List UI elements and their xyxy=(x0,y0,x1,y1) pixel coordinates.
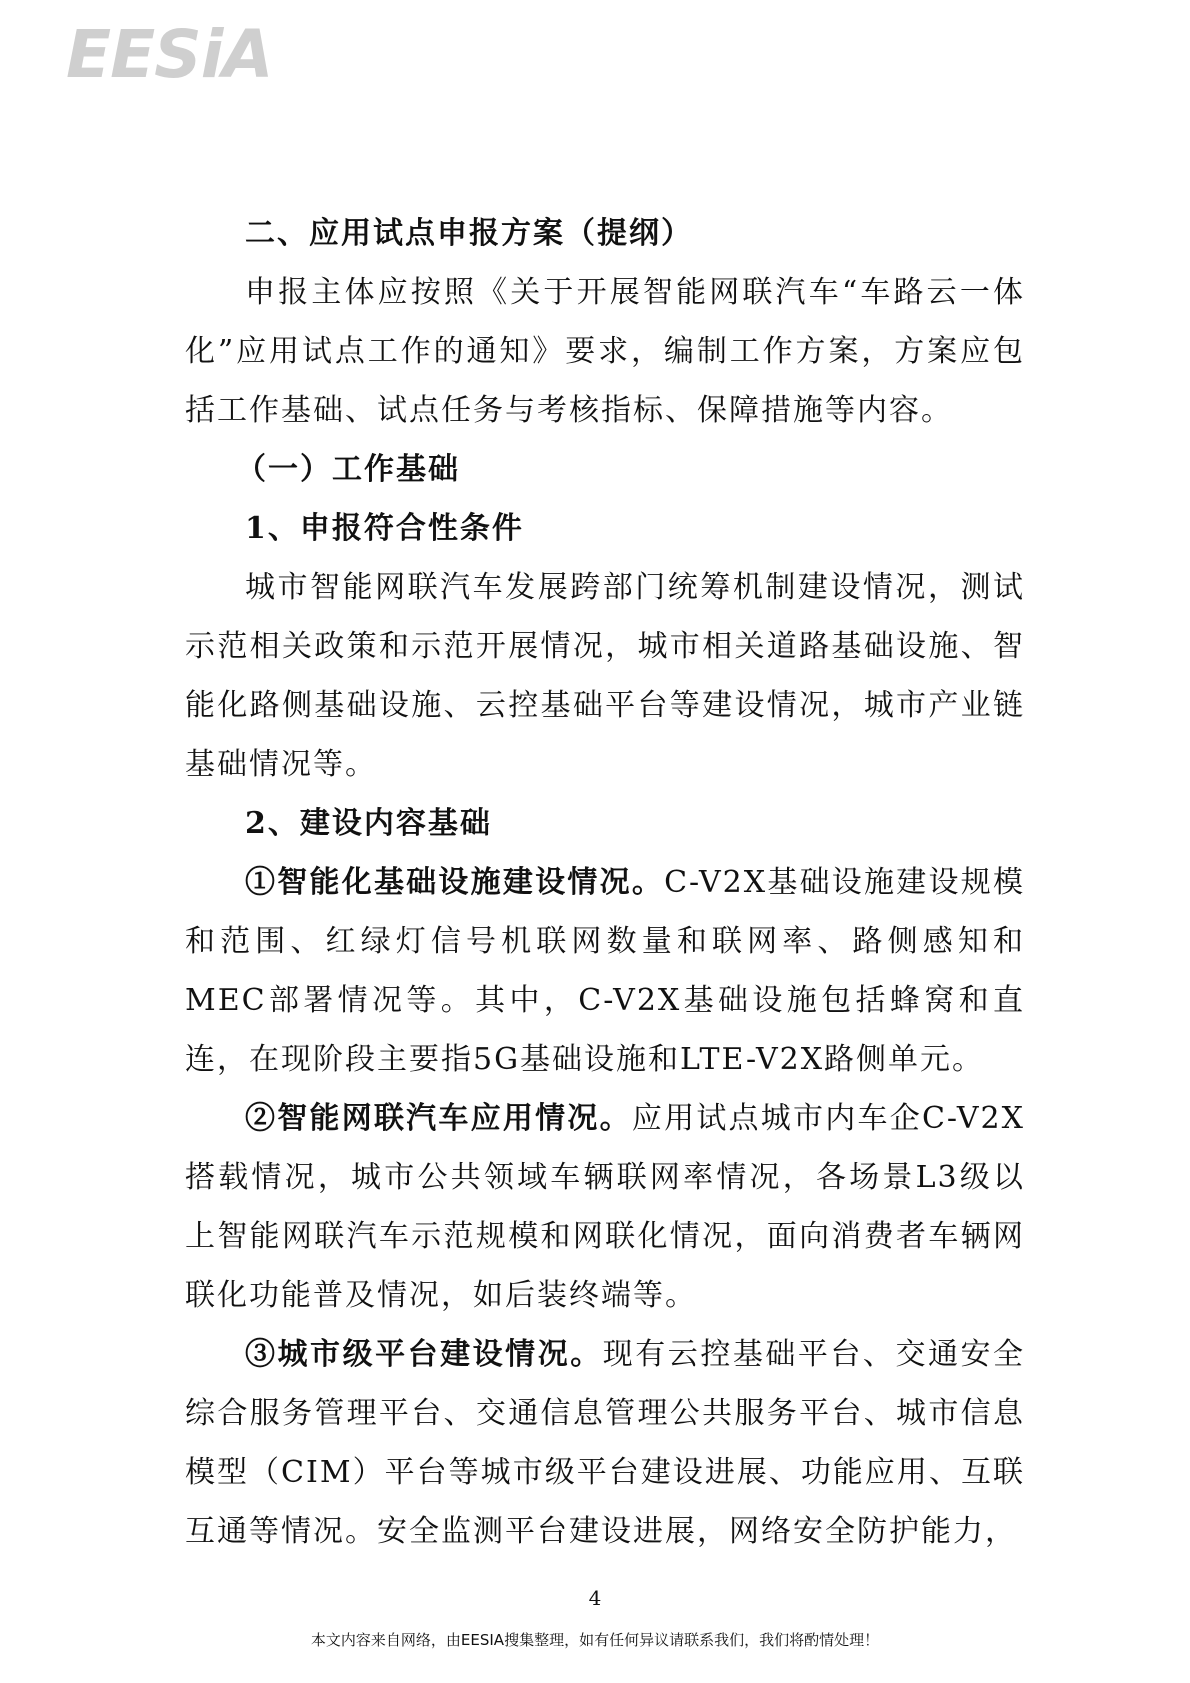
document-body xyxy=(185,204,1025,1561)
item-lead: ②智能网联汽车应用情况。 xyxy=(245,1101,632,1136)
page-number: 4 xyxy=(588,1586,602,1610)
item-city-platform xyxy=(185,1325,1025,1561)
item-text: 现有云控基础平台、交通安全综合服务管理平台、交通信息管理公共服务平台、城市信息模型（CIM）平台等城市级平台建设进展、功能应用、互联互通等情况。安全监测平台建设进展，网络安全防护能力， xyxy=(185,1337,1026,1549)
item-text: C-V2X基础设施建设规模和范围、红绿灯信号机联网数量和联网率、路侧感知和MEC部署情况等。其中，C-V2X基础设施包括蜂窝和直连，在现阶段主要指5G基础设施和LTE-V2X路侧单元。 xyxy=(185,865,1025,1077)
eesia-watermark-logo: EESiA xyxy=(66,16,273,93)
item-vehicle-application xyxy=(185,1089,1025,1325)
section-heading: 二、应用试点申报方案（提纲） xyxy=(245,216,693,251)
section1-paragraph: 城市智能网联汽车发展跨部门统筹机制建设情况，测试示范相关政策和示范开展情况，城市相关道路基础设施、智能化路侧基础设施、云控基础平台等建设情况，城市产业链基础情况等。 xyxy=(185,570,1025,782)
item-infrastructure xyxy=(185,853,1025,1089)
section2-title: 2、建设内容基础 xyxy=(245,806,492,841)
item-lead: ③城市级平台建设情况。 xyxy=(245,1337,603,1372)
footer-disclaimer: 本文内容来自网络，由EESIA搜集整理，如有任何异议请联系我们，我们将酌情处理！ xyxy=(310,1631,880,1649)
item-lead: ①智能化基础设施建设情况。 xyxy=(245,865,665,900)
intro-paragraph: 申报主体应按照《关于开展智能网联汽车“车路云一体化”应用试点工作的通知》要求，编制工作方案，方案应包括工作基础、试点任务与考核指标、保障措施等内容。 xyxy=(185,275,1025,428)
section1-title: 1、申报符合性条件 xyxy=(245,511,524,546)
sub-heading-work-basis: （一）工作基础 xyxy=(236,452,460,487)
item-text: 应用试点城市内车企C-V2X搭载情况，城市公共领域车辆联网率情况，各场景L3级以上智能网联汽车示范规模和网联化情况，面向消费者车辆网联化功能普及情况，如后装终端等。 xyxy=(185,1101,1025,1313)
